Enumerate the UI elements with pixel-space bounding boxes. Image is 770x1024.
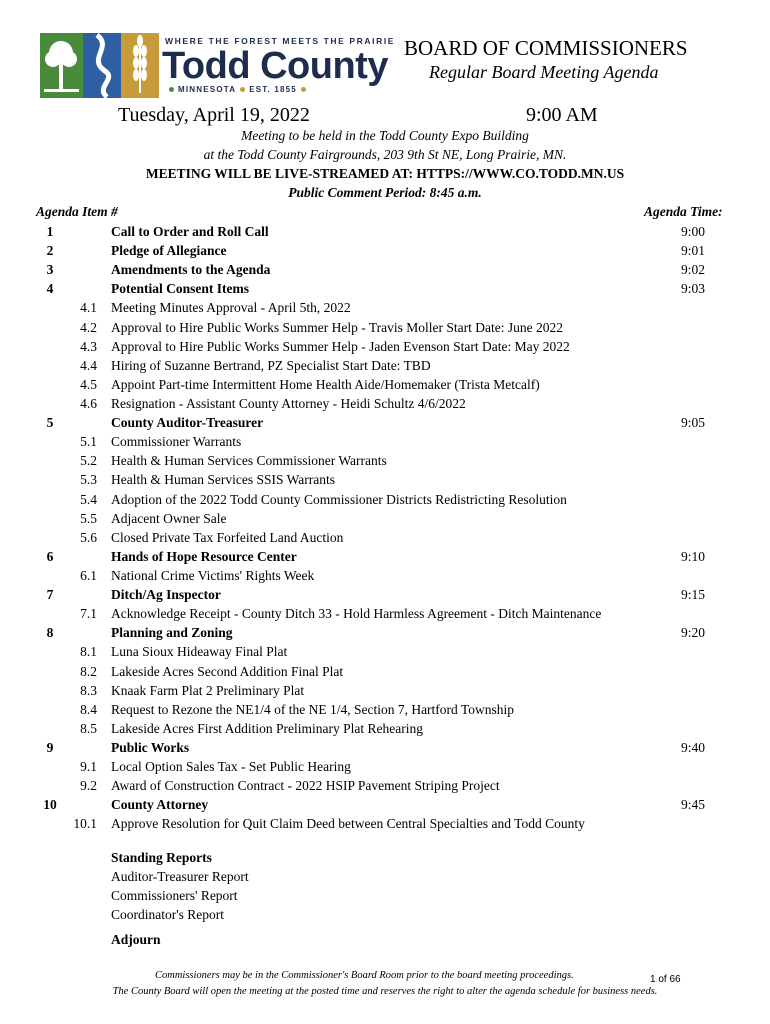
agenda-item-title: Potential Consent Items <box>111 281 249 297</box>
logo-subtag <box>165 85 310 94</box>
agenda-subitem-number: 5.2 <box>80 453 97 469</box>
agenda-subitem-row <box>0 642 770 661</box>
standing-report-item: Commissioners' Report <box>111 888 238 904</box>
agenda-subitem-number: 5.4 <box>80 491 97 507</box>
agenda-subitem-title: Knaak Farm Plat 2 Preliminary Plat <box>111 682 305 698</box>
agenda-item-time: 9:45 <box>680 797 705 813</box>
agenda-item-title: Call to Order and Roll Call <box>111 224 269 239</box>
green-dot-icon <box>169 87 174 92</box>
livestream-notice: MEETING WILL BE LIVE-STREAMED AT: HTTPS://WWW.CO.TODD.MN.US <box>145 166 625 181</box>
page-number: 1 of 66 <box>650 974 681 985</box>
agenda-subitem-number: 8.1 <box>80 644 97 660</box>
agenda-item-number: 4 <box>46 281 54 297</box>
agenda-subitem-title: Luna Sioux Hideaway Final Plat <box>111 644 288 660</box>
agenda-item-time: 9:00 <box>680 224 705 239</box>
agenda-item-number: 5 <box>46 415 54 431</box>
agenda-subitem-row <box>0 719 770 738</box>
agenda-subitem-title: Resignation - Assistant County Attorney - Heidi Schultz 4/6/2022 <box>111 395 466 411</box>
agenda-item-time: 9:05 <box>680 415 705 431</box>
agenda-subitem-title: National Crime Victims' Rights Week <box>111 567 315 583</box>
agenda-subitem-title: Lakeside Acres Second Addition Final Plat <box>111 663 344 679</box>
agenda-subitem-number: 9.2 <box>80 778 97 794</box>
agenda-item-number: 1 <box>46 224 54 239</box>
agenda-subitem-row <box>0 528 770 547</box>
adjourn: Adjourn <box>111 932 161 947</box>
agenda-item-column-header: Agenda Item # <box>36 204 118 219</box>
agenda-subitem-number: 5.6 <box>80 529 97 545</box>
footer-note-1: Commissioners may be in the Commissioner's Board Room prior to the board meeting proceedings. <box>155 970 574 981</box>
agenda-subitem-number: 5.5 <box>80 510 97 526</box>
agenda-item-title: County Auditor-Treasurer <box>111 415 264 431</box>
agenda-subitem-row <box>0 375 770 394</box>
agenda-subitem-row <box>0 757 770 776</box>
agenda-subitem-number: 4.4 <box>80 357 97 373</box>
standing-report-item: Auditor-Treasurer Report <box>111 869 249 885</box>
agenda-subitem-row <box>0 394 770 413</box>
meeting-date: Tuesday, April 19, 2022 <box>118 104 310 126</box>
agenda-subitem-row <box>0 470 770 489</box>
agenda-subitem-title: Award of Construction Contract - 2022 HSIP Pavement Striping Project <box>111 778 500 794</box>
agenda-subitem-title: Acknowledge Receipt - County Ditch 33 - Hold Harmless Agreement - Ditch Maintenance <box>111 606 602 622</box>
agenda-item-number: 7 <box>46 587 54 603</box>
agenda-subitem-row <box>0 681 770 700</box>
agenda-item-time: 9:20 <box>680 625 705 641</box>
board-subtitle: Regular Board Meeting Agenda <box>429 62 659 82</box>
agenda-time-column-header: Agenda Time: <box>644 204 723 219</box>
agenda-subitem-number: 7.1 <box>80 606 97 622</box>
agenda-item-time: 9:03 <box>680 281 705 297</box>
agenda-subitem-title: Local Option Sales Tax - Set Public Hearing <box>111 759 351 775</box>
location-line-2: at the Todd County Fairgrounds, 203 9th St NE, Long Prairie, MN. <box>203 147 567 162</box>
agenda-subitem-row <box>0 662 770 681</box>
agenda-subitem-number: 4.2 <box>80 319 97 335</box>
agenda-item-row <box>0 260 770 279</box>
agenda-subitem-title: Hiring of Suzanne Bertrand, PZ Specialist Start Date: TBD <box>111 357 431 373</box>
logo-state: MINNESOTA <box>178 85 237 94</box>
gold-dot-icon <box>240 87 245 92</box>
tree-icon <box>40 33 83 98</box>
agenda-item-row <box>0 795 770 814</box>
agenda-subitem-row <box>0 700 770 719</box>
agenda-item-title: Public Works <box>111 739 190 755</box>
agenda-item-row <box>0 413 770 432</box>
agenda-item-number: 3 <box>46 262 54 278</box>
agenda-subitem-row <box>0 337 770 356</box>
agenda-subitem-title: Health & Human Services SSIS Warrants <box>111 472 336 488</box>
county-logo <box>40 33 395 98</box>
logo-tagline: WHERE THE FOREST MEETS THE PRAIRIE <box>165 36 396 46</box>
agenda-subitem-number: 8.3 <box>80 682 97 698</box>
agenda-subitem-title: Lakeside Acres First Addition Preliminary Plat Rehearing <box>111 720 423 736</box>
agenda-subitem-title: Appoint Part-time Intermittent Home Health Aide/Homemaker (Trista Metcalf) <box>111 376 540 392</box>
agenda-item-number: 9 <box>46 739 54 755</box>
agenda-list <box>0 222 770 834</box>
agenda-subitem-title: Health & Human Services Commissioner Warrants <box>111 453 387 469</box>
agenda-subitem-row <box>0 509 770 528</box>
agenda-item-time: 9:40 <box>680 739 705 755</box>
agenda-subitem-title: Approval to Hire Public Works Summer Help - Jaden Evenson Start Date: May 2022 <box>111 338 570 354</box>
standing-reports-heading: Standing Reports <box>111 850 212 865</box>
agenda-subitem-title: Request to Rezone the NE1/4 of the NE 1/4, Section 7, Hartford Township <box>111 701 514 717</box>
agenda-item-row <box>0 241 770 260</box>
agenda-item-number: 8 <box>46 625 54 641</box>
agenda-item-row <box>0 279 770 298</box>
agenda-subitem-number: 6.1 <box>80 567 97 583</box>
agenda-subitem-title: Adoption of the 2022 Todd County Commissioner Districts Redistricting Resolution <box>111 491 567 507</box>
agenda-subitem-row <box>0 318 770 337</box>
agenda-subitem-row <box>0 298 770 317</box>
agenda-item-number: 2 <box>46 243 54 259</box>
footer-note-2: The County Board will open the meeting at the posted time and reserves the right to alter the agenda schedule for business needs. <box>112 986 658 997</box>
agenda-item-time: 9:15 <box>680 587 705 603</box>
agenda-subitem-row <box>0 566 770 585</box>
agenda-item-title: Ditch/Ag Inspector <box>111 587 221 603</box>
agenda-subitem-number: 9.1 <box>80 759 97 775</box>
agenda-subitem-row <box>0 356 770 375</box>
agenda-subitem-title: Commissioner Warrants <box>111 434 242 450</box>
agenda-item-time: 9:01 <box>680 243 705 259</box>
agenda-subitem-number: 4.1 <box>80 300 97 316</box>
agenda-item-title: Amendments to the Agenda <box>111 262 271 278</box>
agenda-subitem-number: 8.2 <box>80 663 97 679</box>
agenda-subitem-row <box>0 451 770 470</box>
agenda-subitem-title: Meeting Minutes Approval - April 5th, 2022 <box>111 300 351 316</box>
gold-dot-icon <box>301 87 306 92</box>
agenda-subitem-number: 8.5 <box>80 720 97 736</box>
agenda-item-title: Pledge of Allegiance <box>111 243 227 259</box>
location-line-1: Meeting to be held in the Todd County Expo Building <box>241 128 529 143</box>
agenda-item-number: 6 <box>46 548 54 564</box>
public-comment-period: Public Comment Period: 8:45 a.m. <box>288 185 482 200</box>
agenda-item-row <box>0 547 770 566</box>
agenda-subitem-title: Approve Resolution for Quit Claim Deed between Central Specialties and Todd County <box>111 816 585 832</box>
agenda-subitem-number: 4.5 <box>80 376 97 392</box>
agenda-item-row <box>0 222 770 241</box>
board-title: BOARD OF COMMISSIONERS <box>404 36 688 60</box>
agenda-item-row <box>0 623 770 642</box>
agenda-subitem-title: Approval to Hire Public Works Summer Help - Travis Moller Start Date: June 2022 <box>111 319 563 335</box>
standing-reports <box>111 848 249 925</box>
agenda-item-row <box>0 738 770 757</box>
agenda-subitem-number: 4.3 <box>80 338 97 354</box>
wheat-icon <box>121 33 159 98</box>
agenda-item-time: 9:02 <box>680 262 705 278</box>
agenda-subitem-row <box>0 432 770 451</box>
agenda-item-number: 10 <box>43 797 57 813</box>
logo-brand: Todd County <box>162 45 388 87</box>
agenda-item-row <box>0 585 770 604</box>
agenda-subitem-number: 5.3 <box>80 472 97 488</box>
agenda-subitem-row <box>0 490 770 509</box>
standing-report-item: Coordinator's Report <box>111 907 225 923</box>
agenda-subitem-number: 5.1 <box>80 434 97 450</box>
agenda-subitem-title: Closed Private Tax Forfeited Land Auction <box>111 529 344 545</box>
agenda-subitem-row <box>0 776 770 795</box>
agenda-item-title: Planning and Zoning <box>111 625 233 641</box>
logo-established: EST. 1855 <box>249 85 297 94</box>
river-icon <box>83 33 121 98</box>
agenda-subitem-row <box>0 814 770 833</box>
agenda-item-title: Hands of Hope Resource Center <box>111 548 297 564</box>
agenda-subitem-title: Adjacent Owner Sale <box>111 510 227 526</box>
agenda-item-title: County Attorney <box>111 797 209 813</box>
agenda-subitem-row <box>0 604 770 623</box>
meeting-time: 9:00 AM <box>526 104 598 126</box>
agenda-subitem-number: 4.6 <box>80 395 97 411</box>
agenda-subitem-number: 10.1 <box>73 816 97 832</box>
agenda-item-time: 9:10 <box>680 548 705 564</box>
agenda-subitem-number: 8.4 <box>80 701 97 717</box>
